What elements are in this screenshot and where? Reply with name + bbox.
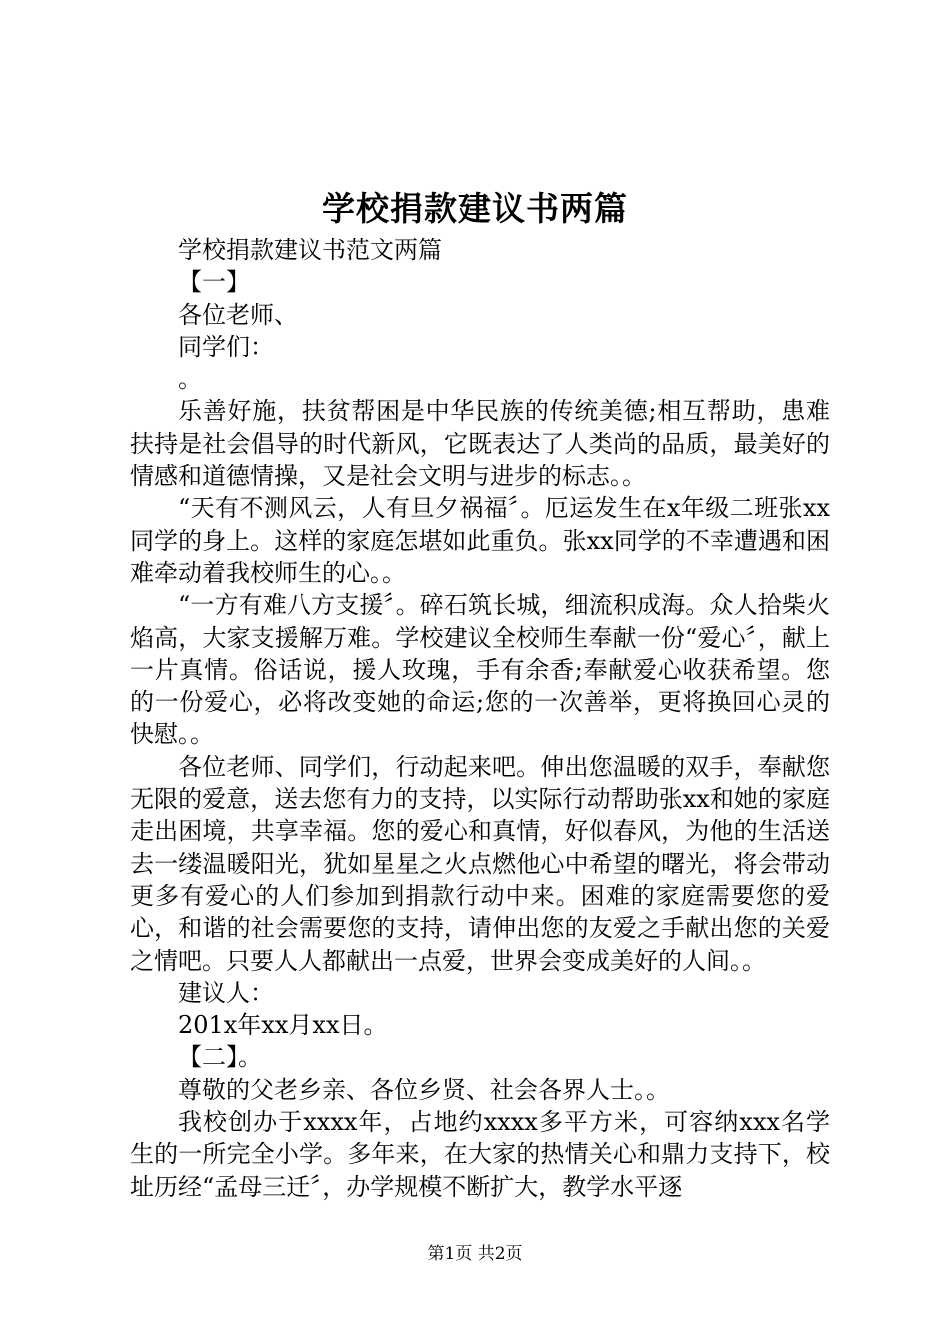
document-body <box>130 234 830 1203</box>
paragraph-call-to-action: 各位老师、同学们，行动起来吧。伸出您温暖的双手，奉献您无限的爱意，送去您有力的支持，以实际行动帮助张xx和她的家庭走出困境，共享幸福。您的爱心和真情，好似春风，为他的生活送去一缕温暖阳光，犹如星星之火点燃他心中希望的曙光，将会带动更多有爱心的人们参加到捐款行动中来。困难的家庭需要您的爱心，和谐的社会需要您的支持，请伸出您的友爱之手献出您的关爱之情吧。只要人人都献出一点爱，世界会变成美好的人间。。 <box>130 752 830 975</box>
paragraph-school-history: 我校创办于xxxx年，占地约xxxx多平方米，可容纳xxx名学生的一所完全小学。多年来，在大家的热情关心和鼎力支持下，校址历经“孟母三迁〞，办学规模不断扩大，教学水平逐 <box>130 1108 830 1201</box>
paragraph-salutation-two: 尊敬的父老乡亲、各位乡贤、社会各界人士。。 <box>178 1075 670 1104</box>
paragraph-proposer: 建议人： <box>178 978 274 1007</box>
paragraph-support: “一方有难八方支援〞。碎石筑长城，细流积成海。众人拾柴火焰高，大家支援解万难。学校建议全校师生奉献一份“爱心〞，献上一片真情。俗话说，援人玫瑰，手有余香;奉献爱心收获希望。您的一份爱心，必将改变她的命运;您的一次善举，更将换回心灵的快慰。。 <box>130 591 830 749</box>
paragraph-section-two-heading: 【二】。 <box>178 1043 262 1072</box>
paragraph-section-one-heading: 【一】 <box>178 268 250 297</box>
paragraph-date: 201x年xx月xx日。 <box>178 1011 388 1040</box>
paragraph-period: 。 <box>178 365 202 394</box>
page-number: 第1页 共2页 <box>427 1244 523 1264</box>
paragraph-salutation-teachers: 各位老师、 <box>178 300 298 329</box>
paragraph-subtitle: 学校捐款建议书范文两篇 <box>178 236 442 264</box>
paragraph-salutation-students: 同学们： <box>178 332 274 361</box>
paragraph-virtue: 乐善好施，扶贫帮困是中华民族的传统美德;相互帮助，患难扶持是社会倡导的时代新风，它既表达了人类尚的品质，最美好的情感和道德情操，又是社会文明与进步的标志。。 <box>130 397 830 491</box>
document-title: 学校捐款建议书两篇 <box>322 189 628 228</box>
paragraph-misfortune: “天有不测风云，人有旦夕祸福〞。厄运发生在x年级二班张xx同学的身上。这样的家庭怎堪如此重负。张xx同学的不幸遭遇和困难牵动着我校师生的心。。 <box>130 494 830 587</box>
